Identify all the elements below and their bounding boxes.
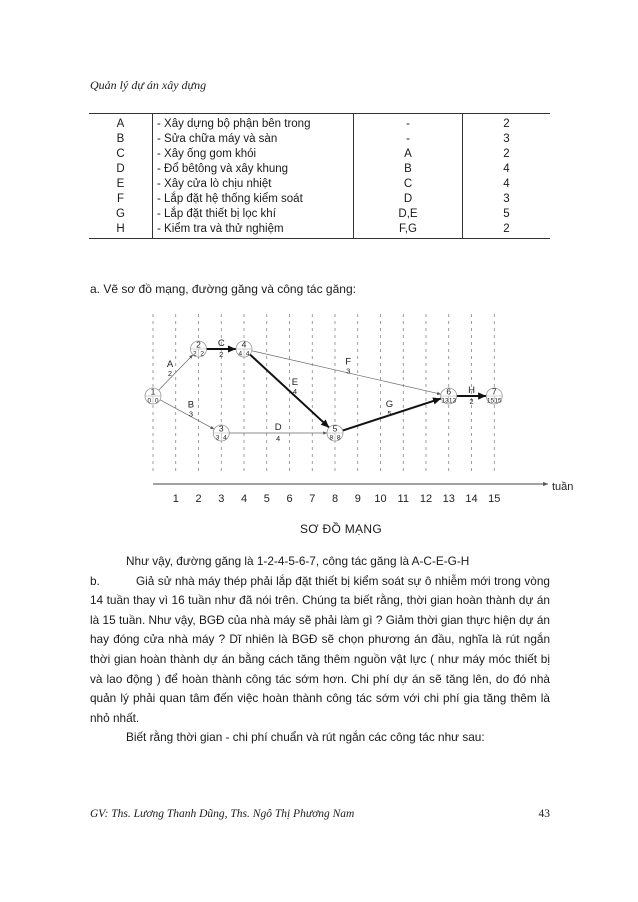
cost-intro-paragraph: Biết rằng thời gian - chi phí chuẩn và rút ngắn các công tác như sau: [126,730,485,745]
page-number: 43 [538,808,550,820]
activity-code: C [116,148,125,160]
diagram-caption: SƠ ĐỒ MẠNG [300,522,382,536]
activity-label: B [187,399,195,411]
table-row [89,177,550,192]
activity-code: G [116,208,125,220]
activity-duration-label: 2 [469,397,474,406]
axis-tick-label: 5 [263,493,270,505]
activity-label: D [274,422,282,433]
activity-arrows [159,338,487,443]
table-row [89,132,550,147]
table-row [89,147,550,162]
activity-code: B [116,133,125,145]
activity-duration: 3 [463,132,551,147]
event-node-early-time: 15 [486,397,495,405]
event-node-id: 2 [196,339,201,350]
activity-label: F [345,356,352,368]
axis-tick-label: 11 [397,493,409,505]
axis-tick-label: 7 [309,493,316,505]
activity-duration-label: 2 [167,368,173,378]
event-node-late-time: 4 [245,350,250,358]
activity-description: - Xây dựng bộ phận bên trong [153,114,354,133]
footer-author: GV: Ths. Lương Thanh Dũng, Ths. Ngô Thị Phương Nam [90,808,355,820]
activity-predecessor: D,E [354,207,463,222]
event-node-id: 3 [218,423,224,434]
activity-table [89,113,550,239]
axis-label: tuần [552,481,574,493]
axis-tick-label: 8 [331,493,339,505]
activity-predecessor: - [354,114,463,133]
axis-tick-label: 6 [286,493,293,505]
event-node-early-time: 8 [329,434,334,442]
running-header: Quản lý dự án xây dựng [90,78,207,92]
axis-tick-label: 1 [172,493,179,505]
event-node-late-time: 4 [223,434,227,442]
activity-description: - Kiểm tra và thử nghiệm [153,222,354,239]
event-node-early-time: 2 [192,350,197,358]
critical-path-paragraph: Như vậy, đường găng là 1-2-4-5-6-7, công tác găng là A-C-E-G-H [126,554,470,568]
activity-code: D [116,163,125,175]
activity-description: - Đổ bêtông và xây khung [153,162,354,177]
activity-duration-label: 4 [276,434,281,443]
activity-label: H [468,385,475,396]
event-node-id: 7 [491,386,497,397]
table-row [89,192,550,207]
activity-duration-label: 3 [188,409,194,419]
event-node-late-time: 15 [494,397,502,405]
axis-tick-label: 3 [218,493,225,505]
section-heading: a. Vẽ sơ đồ mạng, đường găng và công tác găng: [90,282,356,296]
body-text [90,552,550,748]
activity-label: C [217,338,225,349]
axis-tick-label: 10 [374,493,387,505]
axis-tick-label: 13 [442,493,455,505]
activity-duration-label: 2 [219,350,224,359]
axis-tick-label: 12 [419,493,433,505]
event-node-late-time: 2 [200,350,205,358]
activity-duration: 2 [463,147,551,162]
activity-duration-label: 5 [387,408,392,418]
network-diagram [0,300,638,515]
activity-table-body [89,114,550,239]
event-node-id: 4 [241,339,247,350]
event-node-early-time: 0 [147,397,152,405]
event-node-late-time: 0 [154,397,159,405]
activity-duration: 4 [463,162,551,177]
activity-predecessor: D [354,192,463,207]
event-node-id: 5 [332,423,338,434]
event-node-id: 1 [150,386,156,397]
activity-duration: 4 [463,177,551,192]
activity-predecessor: F,G [354,222,463,239]
event-node-early-time: 13 [441,397,449,405]
activity-description: - Lắp đặt hệ thống kiểm soát [153,192,354,207]
question-b-text: Giả sử nhà máy thép phải lắp đặt thiết bị kiểm soát sự ô nhiễm mới trong vòng 14 tuần thay vì 16 tuần như đã nói trên. Chúng ta biết rằng, thời gian hoàn thành dự án là 15 tuần. Như vậy, BGĐ của nhà máy sẽ phải làm gì ? Giảm thời gian thực hiện dự án hay đóng cửa nhà máy ? Dĩ nhiên là BGĐ sẽ chọn phương án đầu, nghĩa là rút ngắn thời gian hoàn thành dự án bằng cách tăng thêm nguồn vật lực ( như máy móc thiết bị và lao động ) để hoàn thành công tác sớm hơn. Chi phí dự án sẽ tăng lên, do đó nhà quản lý phải quan tâm đến việc hoàn thành công tác sớm với chi phí gia tăng thêm là nhỏ nhất. [90,573,550,725]
activity-label: E [291,377,299,389]
activity-predecessor: C [354,177,463,192]
item-label: b. [90,573,100,588]
activity-duration-label: 4 [292,387,298,397]
axis-tick-label: 2 [195,493,202,505]
activity-code: H [89,222,153,239]
table-row [89,222,550,239]
activity-duration-label: 3 [346,366,351,376]
axis-tick-label: 4 [240,493,248,505]
activity-description: - Xây ống gom khói [153,147,354,162]
axis-tick-label: 9 [354,493,361,505]
activity-code: A [89,114,153,133]
table-row [89,162,550,177]
event-node-id: 6 [446,386,452,397]
activity-label: G [385,398,394,410]
question-b-paragraph [90,572,550,729]
event-node-late-time: 8 [336,434,341,442]
event-node-early-time: 4 [238,350,243,358]
event-node-early-time: 3 [215,434,220,442]
activity-duration: 3 [463,192,551,207]
activity-predecessor: A [354,147,463,162]
event-node-late-time: 13 [448,397,457,405]
time-axis [153,481,573,505]
table-row [89,207,550,222]
activity-duration: 5 [463,207,551,222]
activity-description: - Sửa chữa máy và sàn [153,132,354,147]
activity-code: F [116,193,125,205]
table-row [89,114,550,133]
activity-label: A [166,358,174,370]
axis-tick-label: 15 [488,493,501,505]
activity-duration: 2 [463,222,551,239]
activity-predecessor: - [354,132,463,147]
activity-code: E [116,178,125,190]
activity-predecessor: B [354,162,463,177]
axis-tick-label: 14 [465,493,478,505]
activity-description: - Lắp đặt thiết bị lọc khí [153,207,354,222]
activity-description: - Xây cửa lò chịu nhiệt [153,177,354,192]
activity-duration: 2 [463,114,551,133]
